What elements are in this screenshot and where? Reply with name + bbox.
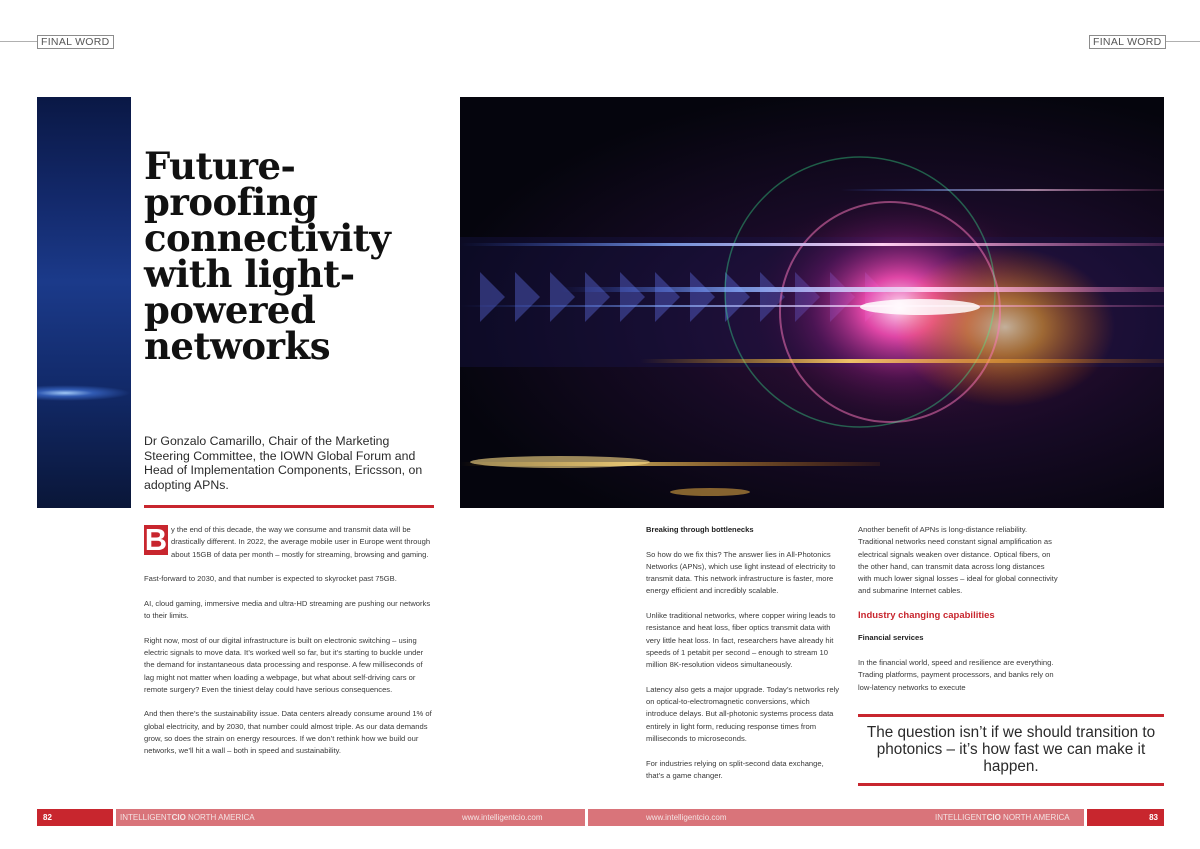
title-line: networks <box>144 324 331 368</box>
footer-url-right[interactable]: www.intelligentcio.com <box>646 813 727 822</box>
section-label-left: FINAL WORD <box>37 35 114 49</box>
paragraph: Latency also gets a major upgrade. Today’s networks rely on optical-to-electromagnetic conversions, which introduce delays. But all-photonic systems process data entirely in light form, reducing response times from milliseconds to microseconds. <box>646 684 840 744</box>
article-title <box>144 144 444 368</box>
paragraph: For industries relying on split-second data exchange, that’s a game changer. <box>646 758 824 780</box>
footer-url-left[interactable]: www.intelligentcio.com <box>462 813 543 822</box>
header-rule-left <box>0 41 37 42</box>
section-label-right: FINAL WORD <box>1089 35 1166 49</box>
body-column-1 <box>144 524 434 770</box>
title-line: Future- <box>144 144 296 188</box>
body-column-2 <box>646 524 842 795</box>
paragraph-text: y the end of this decade, the way we consume and transmit data will be drastically different. In 2022, the average mobile user in Europe went through about 15GB of data per month – mostly for streaming, browsing and gaming. <box>171 525 431 559</box>
title-line: proofing <box>144 180 318 224</box>
footer-brand-right <box>935 809 1070 826</box>
hero-image <box>460 97 1164 508</box>
section-heading: Industry changing capabilities <box>858 610 995 622</box>
pull-quote: The question isn’t if we should transition to photonics – it’s how fast we can make it happen. <box>866 724 1156 775</box>
standfirst: Dr Gonzalo Camarillo, Chair of the Marketing Steering Committee, the IOWN Global Forum and Head of Implementation Components, Ericsson, on adopting APNs. <box>144 434 423 492</box>
subhead: Financial services <box>858 633 924 643</box>
hero-light-art <box>460 97 1164 508</box>
footer-brand-left <box>120 809 255 826</box>
standfirst-red-rule <box>144 505 434 508</box>
footer-page-number-box-right <box>1087 809 1164 826</box>
subhead: Breaking through bottlenecks <box>646 525 754 534</box>
paragraph: AI, cloud gaming, immersive media and ultra-HD streaming are pushing our networks to their limits. <box>144 598 431 621</box>
paragraph: So how do we fix this? The answer lies in All-Photonics Networks (APNs), which use light instead of electricity to transmit data. This network infrastructure is faster, more energy efficient and incredibly scalable. <box>646 549 836 596</box>
brand-suffix: NORTH AMERICA <box>1000 813 1070 822</box>
title-line: with light- <box>144 252 355 296</box>
page-number-right: 83 <box>1149 813 1158 822</box>
side-decorative-panel <box>37 97 131 508</box>
brand-prefix: INTELLIGENT <box>935 813 987 822</box>
title-line: connectivity <box>144 216 391 260</box>
paragraph: Another benefit of APNs is long-distance reliability. Traditional networks need constant signal amplification as electrical signals weaken over distance. Optical fibers, on the other hand, can transmit data across long distances with much lower signal losses – ideal for global connectivity and submarine Internet cables. <box>858 525 1058 596</box>
paragraph: In the financial world, speed and resilience are everything. Trading platforms, payment processors, and banks rely on low-latency networks to execute <box>858 657 1054 692</box>
pull-quote-bottom-rule <box>858 783 1164 786</box>
title-line: powered <box>144 288 316 332</box>
body-column-3 <box>858 524 1058 706</box>
drop-cap: B <box>144 522 168 557</box>
paragraph: Fast-forward to 2030, and that number is expected to skyrocket past 75GB. <box>144 574 397 584</box>
paragraph: And then there’s the sustainability issue. Data centers already consume around 1% of global electricity, and by 2030, that number could almost triple. As our data demands grow, so does the strain on energy resources. If we don’t rethink how we build our networks, we’ll hit a wall – both in speed and sustainability. <box>144 709 432 756</box>
paragraph <box>144 524 434 561</box>
header-rule-right <box>1164 41 1200 42</box>
brand-bold: CIO <box>986 813 1001 822</box>
paragraph: Unlike traditional networks, where copper wiring leads to resistance and heat loss, fiber optics transmit data with very little heat loss. In fact, researchers have already hit speeds of 1 petabit per second – enough to stream 10 million 8K-resolution videos simultaneously. <box>646 611 836 670</box>
pull-quote-top-rule <box>858 714 1164 717</box>
brand-suffix: NORTH AMERICA <box>185 813 255 822</box>
paragraph: Right now, most of our digital infrastructure is built on electronic switching – using electric signals to move data. It’s worked well so far, but it’s starting to buckle under the demand for instantaneous data processing and response. A few milliseconds of lag might not matter when loading a webpage, but what about self-driving cars or remote surgery? Even the tiniest delay could have serious consequences. <box>144 635 424 694</box>
brand-bold: CIO <box>171 813 186 822</box>
light-beam-decoration <box>37 385 131 401</box>
page-number-left: 82 <box>43 813 52 822</box>
footer-page-number-box-left <box>37 809 113 826</box>
brand-prefix: INTELLIGENT <box>120 813 172 822</box>
